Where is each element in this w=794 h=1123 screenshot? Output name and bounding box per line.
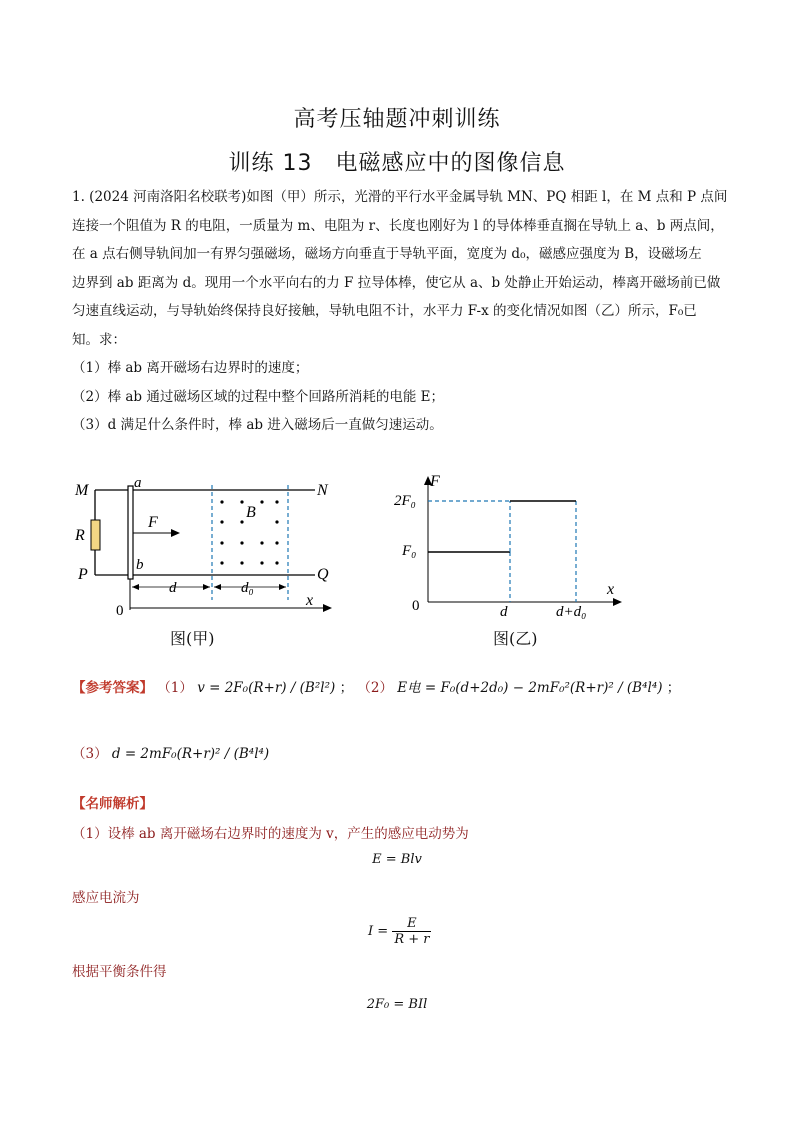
label-R: R [75,527,85,544]
problem-text [72,183,742,440]
y-tick-f0: F₀ [402,543,417,559]
label-P: P [78,566,88,583]
problem-line: 匀速直线运动，与导轨始终保持良好接触，导轨电阻不计，水平力 F-x 的变化情况如图（乙）所示，F₀已 [72,303,697,319]
eq-current [368,916,431,947]
label-M: M [75,482,89,499]
analysis-step-1: （1）设棒 ab 离开磁场右边界时的速度为 v，产生的感应电动势为 [72,826,469,842]
rod-ab [128,486,133,579]
answer-part-1: （1） [157,680,193,696]
analysis-step-3: 根据平衡条件得 [72,964,167,980]
label-d: d [169,580,177,596]
answer-line-1 [72,676,680,696]
answer-eq-2: E电 = F₀(d+2d₀) − 2mF₀²(R+r)² / (B⁴l⁴) [397,680,663,696]
x-tick-d: d [500,604,508,620]
answer-part-2: （2） [357,680,393,696]
x-tick-origin: 0 [412,598,420,614]
eq-emf: E = Blv [372,852,422,867]
label-x: x [306,592,314,609]
answer-eq-3: d = 2mF₀(R+r)² / (B⁴l⁴) [111,746,270,762]
separator: ； [666,680,681,696]
page-subtitle: 训练 13 电磁感应中的图像信息 [228,151,566,176]
fraction-numerator: E [392,916,431,932]
fraction [392,916,431,947]
answer-tag: 【参考答案】 [72,680,153,696]
question-2: （2）棒 ab 通过磁场区域的过程中整个回路所消耗的电能 E； [72,388,445,405]
problem-line: 边界到 ab 距离为 d。现用一个水平向右的力 F 拉导体棒，使它从 a、b 处静止开始运动，棒离开磁场前已做 [72,274,721,291]
label-d0: d₀ [241,580,254,596]
answer-eq-1: v = 2F₀(R+r) / (B²l²) [197,680,336,696]
problem-line: 在 a 点右侧导轨间加一有界匀强磁场，磁场方向垂直于导轨平面，宽度为 d₀，磁感应强度为 B，设磁场左 [72,246,702,262]
answer-line-2 [72,742,269,762]
fraction-denominator: R + r [394,932,430,947]
problem-line: 1. (2024 河南洛阳名校联考)如图（甲）所示，光滑的平行水平金属导轨 MN、PQ 相距 l，在 M 点和 P 点间 [72,189,728,205]
label-b: b [136,557,144,573]
separator: ； [339,680,354,696]
label-B: B [246,504,256,521]
f-x-graph [390,470,635,630]
label-a: a [134,475,142,491]
question-3: （3）d 满足什么条件时，棒 ab 进入磁场后一直做匀速运动。 [72,417,443,433]
label-Q: Q [317,566,329,583]
circuit-diagram [70,475,370,625]
analysis-step-2: 感应电流为 [72,890,140,906]
y-axis-label: F [430,473,440,490]
page-title: 高考压轴题冲刺训练 [293,107,501,132]
label-N: N [317,482,328,499]
x-tick-d-plus-d0: d+d₀ [556,604,587,620]
label-origin: 0 [116,603,124,619]
resistor [91,520,100,550]
caption-fig-b: 图(乙) [493,629,538,648]
question-1: （1）棒 ab 离开磁场右边界时的速度； [72,360,309,376]
problem-line: 连接一个阻值为 R 的电阻，一质量为 m、电阻为 r、长度也刚好为 l 的导体棒垂直搁在导轨上 a、b 两点间， [72,217,724,234]
caption-fig-a: 图(甲) [170,629,215,648]
problem-line: 知。求： [72,331,126,348]
answer-part-3: （3） [72,746,108,762]
label-F: F [148,514,158,531]
analysis-tag: 【名师解析】 [72,796,153,812]
y-tick-2f0: 2F₀ [394,493,416,509]
eq-current-lhs: I = [368,924,389,939]
eq-balance: 2F₀ = BIl [366,997,428,1012]
x-axis-label: x [607,581,615,598]
